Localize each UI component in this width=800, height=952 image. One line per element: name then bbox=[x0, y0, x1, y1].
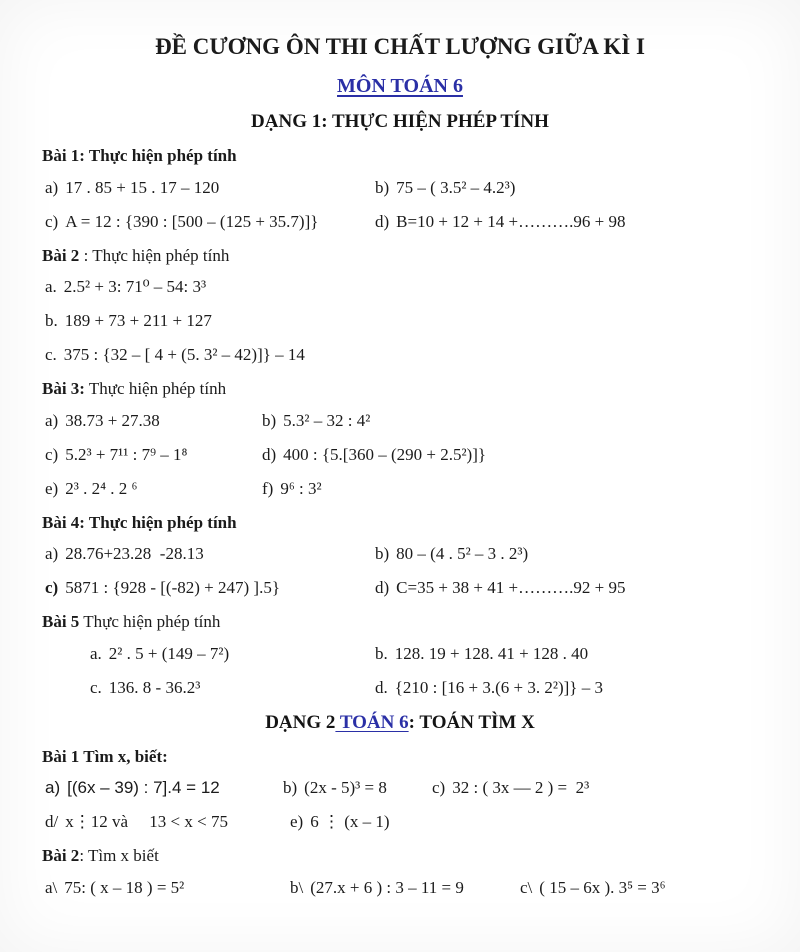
problem-label: b\ bbox=[290, 877, 304, 897]
problem-item-x1d bbox=[45, 811, 290, 833]
exercise-number: Bài 2 bbox=[42, 245, 80, 265]
problem-item-5a bbox=[90, 643, 375, 665]
problem-item-5c bbox=[90, 677, 375, 699]
problem-label: a\ bbox=[45, 877, 58, 897]
problem-item-x2c bbox=[520, 877, 666, 899]
problem-row bbox=[45, 543, 800, 565]
exercise-header-bai1 bbox=[42, 145, 800, 166]
problem-item-x2b bbox=[290, 877, 520, 899]
exercise-title: Thực hiện phép tính bbox=[84, 379, 227, 399]
problem-label: b) bbox=[375, 544, 390, 564]
problem-label: a) bbox=[45, 410, 59, 430]
exercise-header-d2-bai1 bbox=[42, 746, 800, 767]
section1-heading: DẠNG 1: THỰC HIỆN PHÉP TÍNH bbox=[251, 111, 549, 133]
problem-formula: B=10 + 12 + 14 +……….96 + 98 bbox=[396, 211, 626, 231]
problem-label: d) bbox=[375, 211, 390, 231]
problem-label: e) bbox=[290, 812, 304, 832]
problem-formula: A = 12 : {390 : [500 – (125 + 35.7)]} bbox=[65, 211, 319, 231]
problem-row bbox=[90, 677, 800, 699]
problem-formula: 136. 8 - 36.2³ bbox=[108, 677, 201, 697]
problem-formula: (2x - 5)³ = 8 bbox=[304, 778, 387, 798]
problem-label: c. bbox=[45, 345, 57, 365]
exercise-number: Bài 1 Tìm x, biết: bbox=[42, 746, 168, 766]
problem-formula: 28.76+23.28 -28.13 bbox=[65, 544, 204, 564]
exercise-title: : Thực hiện phép tính bbox=[79, 245, 230, 265]
section2-subject-link: TOÁN 6 bbox=[335, 711, 409, 733]
exercise-header-bai3 bbox=[42, 378, 800, 399]
problem-formula: 375 : {32 – [ 4 + (5. 3² – 42)]} – 14 bbox=[63, 345, 305, 365]
problem-label: c) bbox=[432, 778, 446, 798]
problem-row bbox=[45, 478, 800, 500]
problem-label: c) bbox=[45, 444, 59, 464]
problem-formula: C=35 + 38 + 41 +……….92 + 95 bbox=[396, 578, 626, 598]
problem-label: b. bbox=[375, 643, 388, 663]
problem-label: b) bbox=[375, 177, 390, 197]
problem-item-5b bbox=[375, 643, 588, 665]
problem-formula: 5.3² – 32 : 4² bbox=[283, 410, 371, 430]
section2-heading bbox=[0, 712, 800, 734]
problem-row bbox=[45, 276, 800, 298]
problem-label: a. bbox=[90, 643, 102, 663]
problem-formula: 5.2³ + 7¹¹ : 7⁹ – 1⁸ bbox=[65, 444, 188, 464]
problem-formula: x⋮12 và 13 < x < 75 bbox=[65, 812, 228, 832]
problem-item-2a bbox=[45, 276, 206, 298]
problem-item-x1c bbox=[432, 777, 589, 799]
problem-item-5d bbox=[375, 677, 603, 699]
problem-formula: 2³ . 2⁴ . 2 ⁶ bbox=[65, 478, 138, 498]
problem-label: b) bbox=[262, 410, 277, 430]
problem-item-3c bbox=[45, 444, 262, 466]
exercise-title: Thực hiện phép tính bbox=[79, 612, 221, 632]
problem-item-3b bbox=[262, 410, 370, 432]
exercise-title: : Tìm x biết bbox=[79, 846, 159, 866]
problem-label: c) bbox=[45, 578, 59, 598]
document-title: ĐỀ CƯƠNG ÔN THI CHẤT LƯỢNG GIỮA KÌ I bbox=[155, 34, 645, 59]
problem-formula: 17 . 85 + 15 . 17 – 120 bbox=[65, 177, 220, 197]
problem-row bbox=[45, 410, 800, 432]
problem-item-x1e bbox=[290, 811, 390, 833]
problem-label: c. bbox=[90, 677, 102, 697]
problem-item-1c bbox=[45, 211, 375, 233]
problem-formula: 32 : ( 3x — 2 ) = 2³ bbox=[452, 778, 590, 798]
problem-formula: 9⁶ : 3² bbox=[280, 478, 322, 498]
section2-prefix: DẠNG 2 bbox=[265, 711, 336, 733]
exercise-number: Bài 4: Thực hiện phép tính bbox=[42, 512, 237, 532]
problem-row bbox=[45, 777, 800, 799]
problem-formula: 80 – (4 . 5² – 3 . 2³) bbox=[396, 544, 529, 564]
problem-formula: [(6x – 39) : 7].4 = 12 bbox=[67, 778, 220, 798]
exercise-header-bai4 bbox=[42, 512, 800, 533]
problem-formula: 75 – ( 3.5² – 4.2³) bbox=[396, 177, 516, 197]
problem-label: f) bbox=[262, 478, 274, 498]
problem-label: b) bbox=[283, 778, 298, 798]
problem-label: c) bbox=[45, 211, 59, 231]
problem-formula: (27.x + 6 ) : 3 – 11 = 9 bbox=[310, 877, 464, 897]
exercise-header-d2-bai2 bbox=[42, 845, 800, 866]
problem-row bbox=[45, 444, 800, 466]
problem-formula: 189 + 73 + 211 + 127 bbox=[64, 311, 212, 331]
problem-formula: {210 : [16 + 3.(6 + 3. 2²)]} – 3 bbox=[394, 677, 603, 697]
problem-label: e) bbox=[45, 478, 59, 498]
problem-label: d/ bbox=[45, 812, 59, 832]
problem-row bbox=[45, 177, 800, 199]
problem-item-3e bbox=[45, 478, 262, 500]
problem-formula: 2² . 5 + (149 – 7²) bbox=[108, 643, 230, 663]
problem-formula: 128. 19 + 128. 41 + 128 . 40 bbox=[394, 643, 589, 663]
problem-formula: 6 ⋮ (x – 1) bbox=[310, 812, 390, 832]
problem-row bbox=[45, 211, 800, 233]
problem-formula: 38.73 + 27.38 bbox=[65, 410, 160, 430]
problem-item-1b bbox=[375, 177, 515, 199]
problem-formula: ( 15 – 6x ). 3⁵ = 3⁶ bbox=[539, 877, 666, 897]
exercise-number: Bài 3: bbox=[42, 379, 85, 399]
problem-label: a) bbox=[45, 544, 59, 564]
exercise-header-bai5 bbox=[42, 611, 800, 632]
problem-formula: 75: ( x – 18 ) = 5² bbox=[64, 877, 185, 897]
problem-item-2c bbox=[45, 344, 305, 366]
problem-item-x2a bbox=[45, 877, 290, 899]
problem-label: b. bbox=[45, 311, 58, 331]
problem-label: d) bbox=[262, 444, 277, 464]
problem-formula: 400 : {5.[360 – (290 + 2.5²)]} bbox=[283, 444, 487, 464]
problem-row bbox=[90, 643, 800, 665]
problem-row bbox=[45, 877, 800, 899]
problem-label: c\ bbox=[520, 877, 533, 897]
problem-item-x1b bbox=[283, 777, 432, 799]
problem-item-2b bbox=[45, 310, 212, 332]
exercise-number: Bài 1: Thực hiện phép tính bbox=[42, 146, 237, 166]
problem-item-4d bbox=[375, 577, 625, 599]
problem-formula: 5871 : {928 - [(-82) + 247) ].5} bbox=[65, 578, 280, 598]
problem-item-4a bbox=[45, 543, 375, 565]
subject-heading: MÔN TOÁN 6 bbox=[337, 75, 463, 98]
problem-row bbox=[45, 811, 800, 833]
problem-label: d. bbox=[375, 677, 388, 697]
problem-item-3d bbox=[262, 444, 486, 466]
problem-row bbox=[45, 344, 800, 366]
problem-formula: 2.5² + 3: 71⁰ – 54: 3³ bbox=[63, 277, 207, 297]
exercise-number: Bài 5 bbox=[42, 612, 80, 632]
problem-item-1a bbox=[45, 177, 375, 199]
problem-label: a) bbox=[45, 778, 61, 798]
problem-item-4c bbox=[45, 577, 375, 599]
section2-suffix: : TOÁN TÌM X bbox=[408, 711, 535, 733]
exercise-number: Bài 2 bbox=[42, 846, 80, 866]
problem-label: a) bbox=[45, 177, 59, 197]
problem-item-3a bbox=[45, 410, 262, 432]
problem-row bbox=[45, 310, 800, 332]
problem-item-1d bbox=[375, 211, 625, 233]
exercise-header-bai2 bbox=[42, 245, 800, 266]
problem-label: d) bbox=[375, 578, 390, 598]
problem-item-4b bbox=[375, 543, 528, 565]
problem-item-3f bbox=[262, 478, 322, 500]
problem-item-x1a bbox=[45, 777, 283, 799]
problem-row bbox=[45, 577, 800, 599]
problem-label: a. bbox=[45, 277, 57, 297]
